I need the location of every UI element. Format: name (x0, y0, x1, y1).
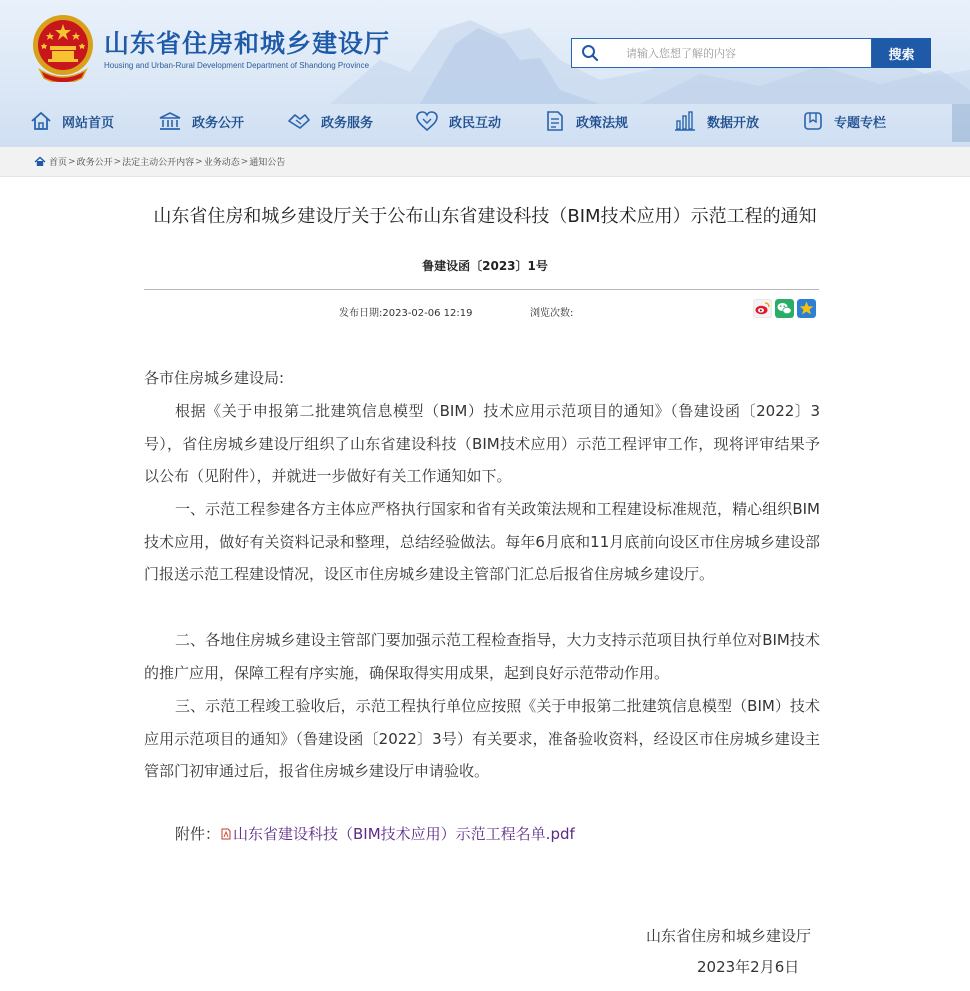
nav-item-special[interactable] (802, 104, 886, 138)
nav-label-interaction: 政民互动 (449, 115, 502, 131)
weibo-icon[interactable] (753, 299, 772, 318)
view-count (530, 304, 573, 319)
nav-label-special: 专题专栏 (834, 115, 887, 131)
attachment (175, 823, 575, 844)
breadcrumb-business[interactable]: 业务动态 (203, 158, 240, 168)
nav-item-data[interactable] (673, 104, 759, 138)
sign-date: 2023年2月6日 (697, 958, 800, 976)
favorite-star-icon[interactable] (797, 299, 816, 318)
site-subtitle: Housing and Urban-Rural Development Department of Shandong Province (104, 61, 370, 70)
nav-item-gov-open[interactable] (158, 104, 244, 138)
breadcrumb-separator: > (195, 156, 203, 167)
breadcrumb-notices[interactable]: 通知公告 (249, 158, 286, 168)
paragraph-3: 二、各地住房城乡建设主管部门要加强示范工程检查指导，大力支持示范项目执行单位对BIM技术的推广应用，保障工程有序实施，确保取得实用成果，起到良好示范带动作用。 (144, 631, 820, 682)
nav-item-policy[interactable] (544, 104, 628, 138)
nav-label-policy: 政策法规 (576, 115, 629, 131)
nav-label-home: 网站首页 (62, 115, 115, 131)
nav-item-gov-service[interactable] (287, 104, 373, 138)
home-icon (30, 111, 52, 131)
site-header (0, 0, 970, 147)
heart-icon (415, 110, 439, 132)
search-icon (572, 39, 608, 67)
article-title: 山东省住房和城乡建设厅关于公布山东省建设科技（BIM技术应用）示范工程的通知 (153, 206, 817, 227)
wechat-icon[interactable] (775, 299, 794, 318)
breadcrumb-bar (0, 147, 970, 177)
title-divider (144, 289, 819, 290)
paragraph-2: 一、示范工程参建各方主体应严格执行国家和省有关政策法规和工程建设标准规范，精心组织BIM技术应用，做好有关资料记录和整理，总结经验做法。每年6月底和11月底前向设区市住房城乡建设部门报送示范工程建设情况，设区市住房城乡建设主管部门汇总后报省住房城乡建设厅。 (144, 500, 820, 583)
nav-label-gov-service: 政务服务 (321, 115, 374, 131)
paragraph-1: 根据《关于申报第二批建筑信息模型（BIM）技术应用示范项目的通知》（鲁建设函〔2022〕3号），省住房城乡建设厅组织了山东省建设科技（BIM技术应用）示范工程评审工作，现将评审结果予以公布（见附件），并就进一步做好有关工作通知如下。 (144, 402, 820, 485)
nav-item-interaction[interactable] (415, 104, 501, 138)
greeting: 各市住房城乡建设局: (144, 369, 285, 387)
attachment-label: 附件： (175, 825, 221, 843)
breadcrumb (34, 155, 285, 168)
building-icon (158, 111, 182, 131)
breadcrumb-separator: > (240, 156, 249, 167)
nav-label-gov-open: 政务公开 (192, 115, 245, 131)
paragraph-4: 三、示范工程竣工验收后，示范工程执行单位应按照《关于申报第二批建筑信息模型（BIM）技术应用示范项目的通知》（鲁建设函〔2022〕3号）有关要求，准备验收资料，经设区市住房城乡建设主管部门初审通过后，报省住房城乡建设厅申请验收。 (144, 697, 820, 780)
national-emblem-icon (30, 12, 96, 82)
search-input[interactable] (608, 40, 858, 66)
publish-date-value: 2023-02-06 12:19 (382, 308, 473, 319)
search-box (571, 38, 872, 68)
breadcrumb-statutory[interactable]: 法定主动公开内容 (122, 158, 195, 168)
attachment-link[interactable]: 山东省建设科技（BIM技术应用）示范工程名单.pdf (233, 825, 575, 843)
signature: 山东省住房和城乡建设厅 (646, 927, 812, 945)
doc-number: 鲁建设函〔2023〕1号 (422, 259, 548, 273)
search-button[interactable]: 搜索 (872, 38, 931, 68)
nav-item-home[interactable] (30, 104, 114, 138)
home-icon (34, 156, 46, 167)
handshake-icon (287, 111, 311, 131)
breadcrumb-gov-open[interactable]: 政务公开 (76, 158, 113, 168)
breadcrumb-separator: > (113, 156, 122, 167)
nav-label-data: 数据开放 (707, 115, 760, 131)
view-count-label: 浏览次数: (530, 308, 574, 319)
publish-date (339, 304, 473, 319)
document-icon (544, 110, 566, 132)
bookmark-icon (802, 110, 824, 132)
breadcrumb-separator: > (68, 156, 76, 167)
publish-date-label: 发布日期: (339, 308, 383, 319)
breadcrumb-home[interactable]: 首页 (49, 158, 68, 168)
pdf-file-icon (220, 828, 232, 840)
bar-chart-icon (673, 110, 697, 132)
main-nav (0, 104, 970, 138)
site-title[interactable]: 山东省住房和城乡建设厅 (104, 29, 391, 58)
